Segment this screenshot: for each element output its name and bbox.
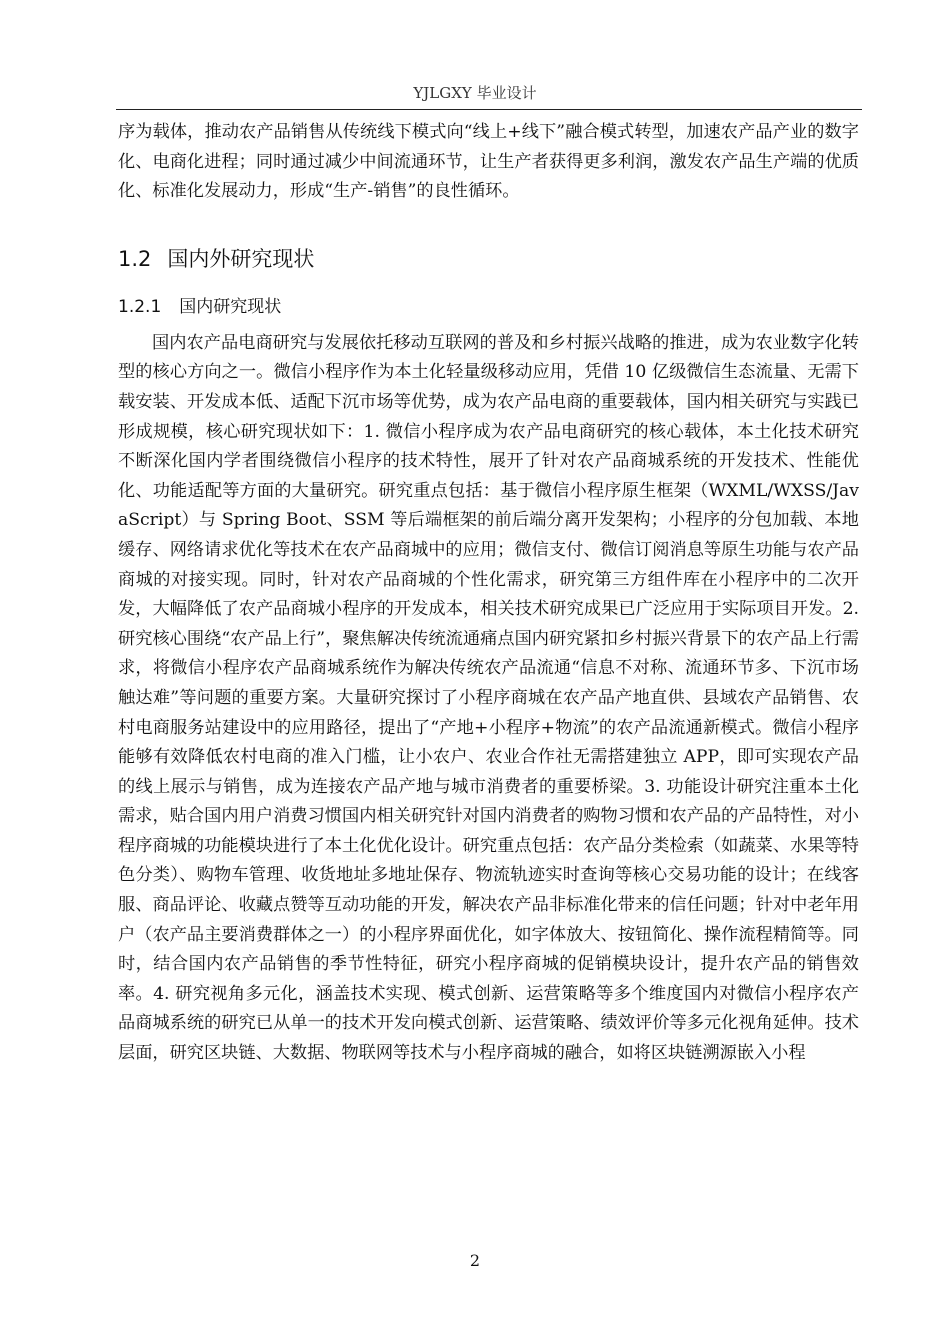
page-content [118, 118, 859, 1069]
section-title: 国内外研究现状 [167, 246, 315, 271]
section-heading [118, 244, 859, 274]
page-number: 2 [469, 1251, 481, 1270]
section-number: 1.2 [118, 246, 152, 271]
page-header: YJLGXY 毕业设计 [413, 84, 537, 102]
subsection-number: 1.2.1 [118, 296, 162, 317]
subsection-title: 国内研究现状 [179, 296, 282, 317]
header-divider [116, 109, 862, 110]
intro-paragraph: 序为载体，推动农产品销售从传统线下模式向“线上+线下”融合模式转型，加速农产品产业的数字化、电商化进程；同时通过减少中间流通环节，让生产者获得更多利润，激发农产品生产端的优质化、标准化发展动力，形成“生产-销售”的良性循环。 [118, 122, 859, 202]
body-paragraph: 国内农产品电商研究与发展依托移动互联网的普及和乡村振兴战略的推进，成为农业数字化转型的核心方向之一。微信小程序作为本土化轻量级移动应用，凭借 10 亿级微信生态流量、无需下载安装、开发成本低、适配下沉市场等优势，成为农产品电商的重要载体，国内相关研究与实践已形成规模，核心研究现状如下：1. 微信小程序成为农产品电商研究的核心载体，本土化技术研究不断深化国内学者围绕微信小程序的技术特性，展开了针对农产品商城系统的开发技术、性能优化、功能适配等方面的大量研究。研究重点包括：基于微信小程序原生框架（WXML/WXSS/JavaScript）与 Spring Boot、SSM 等后端框架的前后端分离开发架构；小程序的分包加载、本地缓存、网络请求优化等技术在农产品商城中的应用；微信支付、微信订阅消息等原生功能与农产品商城的对接实现。同时，针对农产品商城的个性化需求，研究第三方组件库在小程序中的二次开发，大幅降低了农产品商城小程序的开发成本，相关技术研究成果已广泛应用于实际项目开发。2. 研究核心围绕“农产品上行”，聚焦解决传统流通痛点国内研究紧扣乡村振兴背景下的农产品上行需求，将微信小程序农产品商城系统作为解决传统农产品流通“信息不对称、流通环节多、下沉市场触达难”等问题的重要方案。大量研究探讨了小程序商城在农产品产地直供、县域农产品销售、农村电商服务站建设中的应用路径，提出了“产地+小程序+物流”的农产品流通新模式。微信小程序能够有效降低农村电商的准入门槛，让小农户、农业合作社无需搭建独立 APP，即可实现农产品的线上展示与销售，成为连接农产品产地与城市消费者的重要桥梁。3. 功能设计研究注重本土化需求，贴合国内用户消费习惯国内相关研究针对国内消费者的购物习惯和农产品的产品特性，对小程序商城的功能模块进行了本土化优化设计。研究重点包括：农产品分类检索（如蔬菜、水果等特色分类）、购物车管理、收货地址多地址保存、物流轨迹实时查询等核心交易功能的设计；在线客服、商品评论、收藏点赞等互动功能的开发，解决农产品非标准化带来的信任问题；针对中老年用户（农产品主要消费群体之一）的小程序界面优化，如字体放大、按钮简化、操作流程精简等。同时，结合国内农产品销售的季节性特征，研究小程序商城的促销模块设计，提升农产品的销售效率。4. 研究视角多元化，涵盖技术实现、模式创新、运营策略等多个维度国内对微信小程序农产品商城系统的研究已从单一的技术开发向模式创新、运营策略、绩效评价等多元化视角延伸。技术层面，研究区块链、大数据、物联网等技术与小程序商城的融合，如将区块链溯源嵌入小程 [118, 332, 859, 1064]
subsection-heading [118, 294, 859, 320]
